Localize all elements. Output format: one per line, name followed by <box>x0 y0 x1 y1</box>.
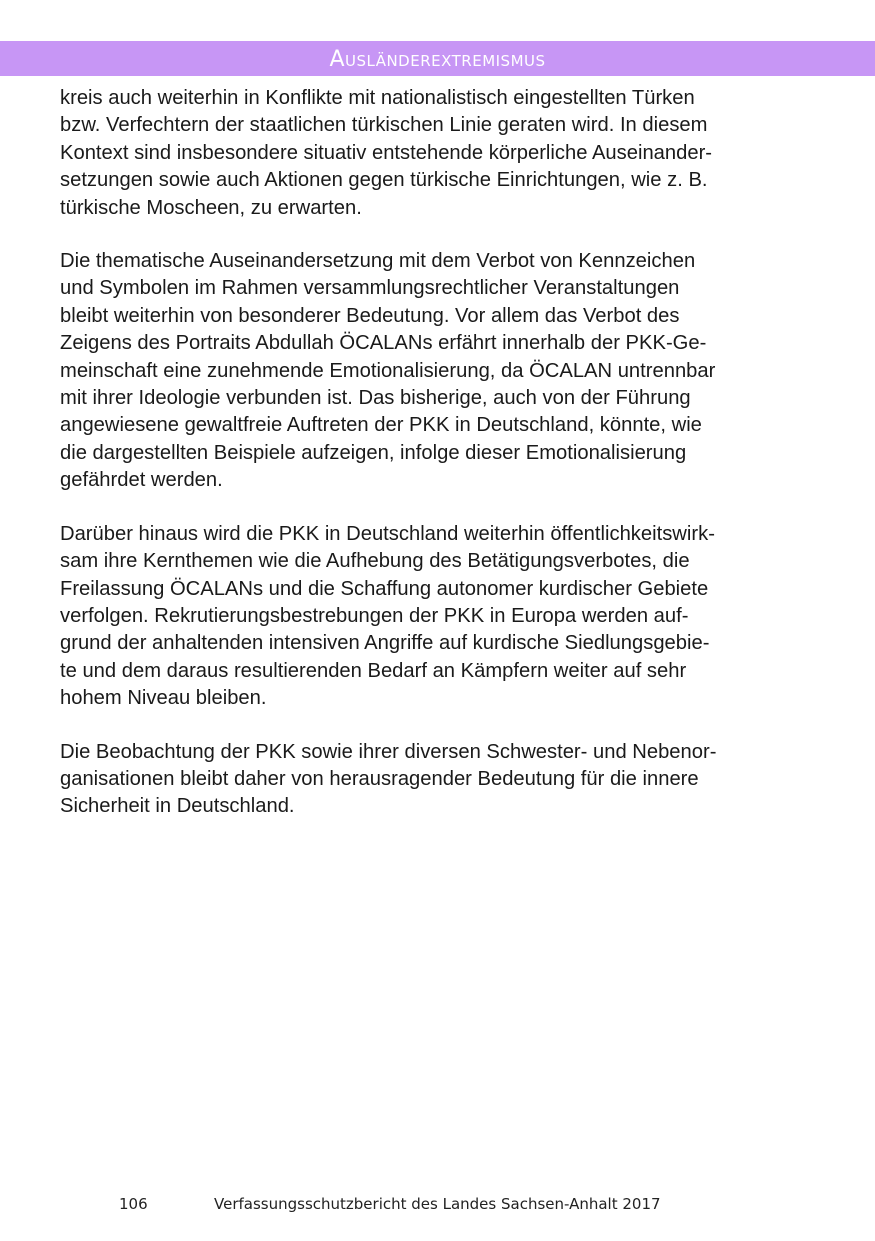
text-line: Kontext sind insbesondere situativ entstehende körperliche Auseinander- <box>60 141 713 164</box>
paragraph <box>60 521 780 713</box>
text-line: setzungen sowie auch Aktionen gegen türkische Einrichtungen, wie z. B. <box>60 169 708 192</box>
body-text <box>60 85 780 847</box>
text-line: bleibt weiterhin von besonderer Bedeutung. Vor allem das Verbot des <box>60 304 680 327</box>
text-line: ganisationen bleibt daher von herausragender Bedeutung für die innere <box>60 767 699 790</box>
paragraph <box>60 739 780 821</box>
text-line: und Symbolen im Rahmen versammlungsrechtlicher Veranstaltungen <box>60 277 680 300</box>
text-line: sam ihre Kernthemen wie die Aufhebung des Betätigungsverbotes, die <box>60 550 690 573</box>
text-line: Die Beobachtung der PKK sowie ihrer diversen Schwester- und Nebenor- <box>60 740 717 763</box>
text-line: hohem Niveau bleiben. <box>60 687 267 710</box>
text-line: meinschaft eine zunehmende Emotionalisierung, da ÖCALAN untrennbar <box>60 359 716 382</box>
text-line: Sicherheit in Deutschland. <box>60 795 295 818</box>
text-line: türkische Moscheen, zu erwarten. <box>60 196 362 219</box>
paragraph <box>60 248 780 495</box>
text-line: Die thematische Auseinandersetzung mit dem Verbot von Kennzeichen <box>60 250 696 273</box>
text-line: Darüber hinaus wird die PKK in Deutschland weiterhin öffentlichkeitswirk- <box>60 522 715 545</box>
text-line: te und dem daraus resultierenden Bedarf an Kämpfern weiter auf sehr <box>60 659 687 682</box>
text-line: gefährdet werden. <box>60 469 223 492</box>
chapter-title: Ausländerextremismus <box>329 47 546 72</box>
page-number: 106 <box>119 1195 148 1213</box>
page-footer <box>0 1195 875 1217</box>
text-line: kreis auch weiterhin in Konflikte mit nationalistisch eingestellten Türken <box>60 87 695 109</box>
paragraph <box>60 85 780 222</box>
text-line: Zeigens des Portraits Abdullah ÖCALANs erfährt innerhalb der PKK-Ge- <box>60 332 707 355</box>
text-line: verfolgen. Rekrutierungsbestrebungen der PKK in Europa werden auf- <box>60 604 689 627</box>
text-line: Freilassung ÖCALANs und die Schaffung autonomer kurdischer Gebiete <box>60 577 709 600</box>
text-line: grund der anhaltenden intensiven Angriffe auf kurdische Siedlungsgebie- <box>60 632 710 655</box>
text-line: bzw. Verfechtern der staatlichen türkischen Linie geraten wird. In diesem <box>60 114 708 137</box>
text-line: angewiesene gewaltfreie Auftreten der PKK in Deutschland, könnte, wie <box>60 414 702 437</box>
report-title: Verfassungsschutzbericht des Landes Sachsen-Anhalt 2017 <box>214 1195 661 1213</box>
chapter-header-bar <box>0 41 875 76</box>
text-line: die dargestellten Beispiele aufzeigen, infolge dieser Emotionalisierung <box>60 441 687 464</box>
text-line: mit ihrer Ideologie verbunden ist. Das bisherige, auch von der Führung <box>60 387 691 410</box>
